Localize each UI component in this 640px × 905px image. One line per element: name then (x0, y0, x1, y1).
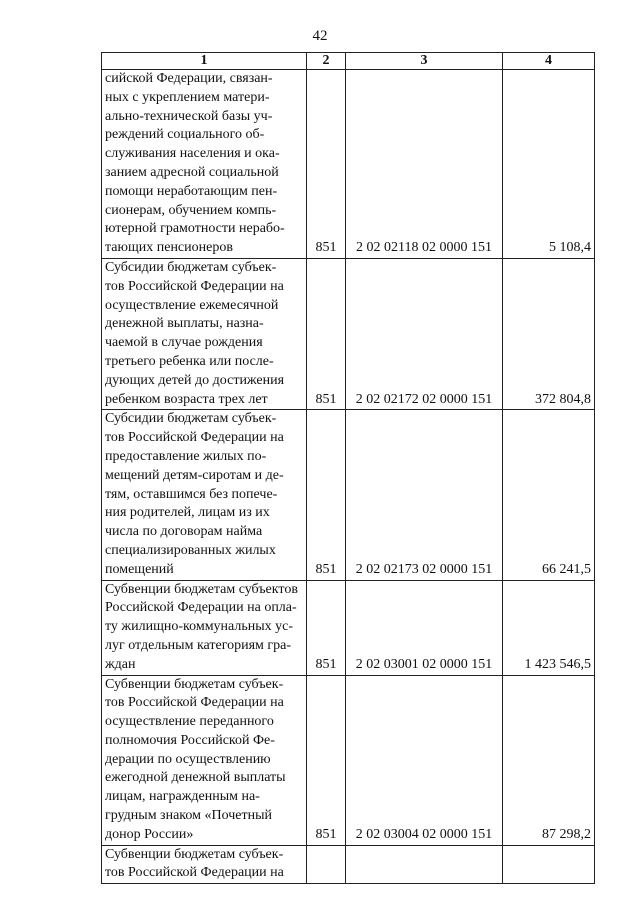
table-header-row (102, 53, 595, 70)
row-amount: 5 108,4 (503, 70, 595, 259)
row-description: Субвенции бюджетам субъек- тов Российской Федерации на осуществление переданного полномочия Российской Фе- дерации по осуществлению ежегодной денежной выплаты лицам, награжденным на- грудным знаком «Почетный донор России» (102, 675, 307, 845)
row-admin-code: 851 (307, 580, 346, 675)
row-budget-code: 2 02 02173 02 0000 151 (346, 410, 503, 580)
row-admin-code: 851 (307, 675, 346, 845)
row-budget-code: 2 02 02172 02 0000 151 (346, 258, 503, 409)
table-row (102, 70, 595, 259)
row-amount: 87 298,2 (503, 675, 595, 845)
row-amount: 372 804,8 (503, 258, 595, 409)
row-budget-code: 2 02 03004 02 0000 151 (346, 675, 503, 845)
row-description: Субвенции бюджетам субъек- тов Российской Федерации на (102, 845, 307, 884)
column-header-1: 1 (102, 53, 307, 70)
table-row (102, 675, 595, 845)
row-admin-code: 851 (307, 258, 346, 409)
row-description: Субсидии бюджетам субъек- тов Российской Федерации на осуществление ежемесячной денежной выплаты, назна- чаемой в случае рождения третьего ребенка или после- дующих детей до достижения ребенком возраста трех лет (102, 258, 307, 409)
column-header-4: 4 (503, 53, 595, 70)
budget-table (101, 52, 595, 884)
row-description: Субвенции бюджетам субъектов Российской Федерации на опла- ту жилищно-коммунальных ус- луг отдельным категориям гра- ждан (102, 580, 307, 675)
row-description: сийской Федерации, связан- ных с укреплением матери- ально-технической базы уч- реждений социального об- служивания населения и ока- занием адресной социальной помощи неработающим пен- сионерам, обучением компь- ютерной грамотности нерабо- тающих пенсионеров (102, 70, 307, 259)
column-header-3: 3 (346, 53, 503, 70)
row-admin-code: 851 (307, 410, 346, 580)
table-row (102, 258, 595, 409)
row-budget-code (346, 845, 503, 884)
row-budget-code: 2 02 03001 02 0000 151 (346, 580, 503, 675)
column-header-2: 2 (307, 53, 346, 70)
table-row (102, 580, 595, 675)
page-number: 42 (312, 28, 328, 44)
row-description: Субсидии бюджетам субъек- тов Российской Федерации на предоставление жилых по- мещений детям-сиротам и де- тям, оставшимся без попече- ния родителей, лицам из их числа по договорам найма специализированных жилых помещений (102, 410, 307, 580)
row-admin-code (307, 845, 346, 884)
row-admin-code: 851 (307, 70, 346, 259)
table-row (102, 410, 595, 580)
row-amount: 1 423 546,5 (503, 580, 595, 675)
table-row (102, 845, 595, 884)
row-amount (503, 845, 595, 884)
row-amount: 66 241,5 (503, 410, 595, 580)
row-budget-code: 2 02 02118 02 0000 151 (346, 70, 503, 259)
